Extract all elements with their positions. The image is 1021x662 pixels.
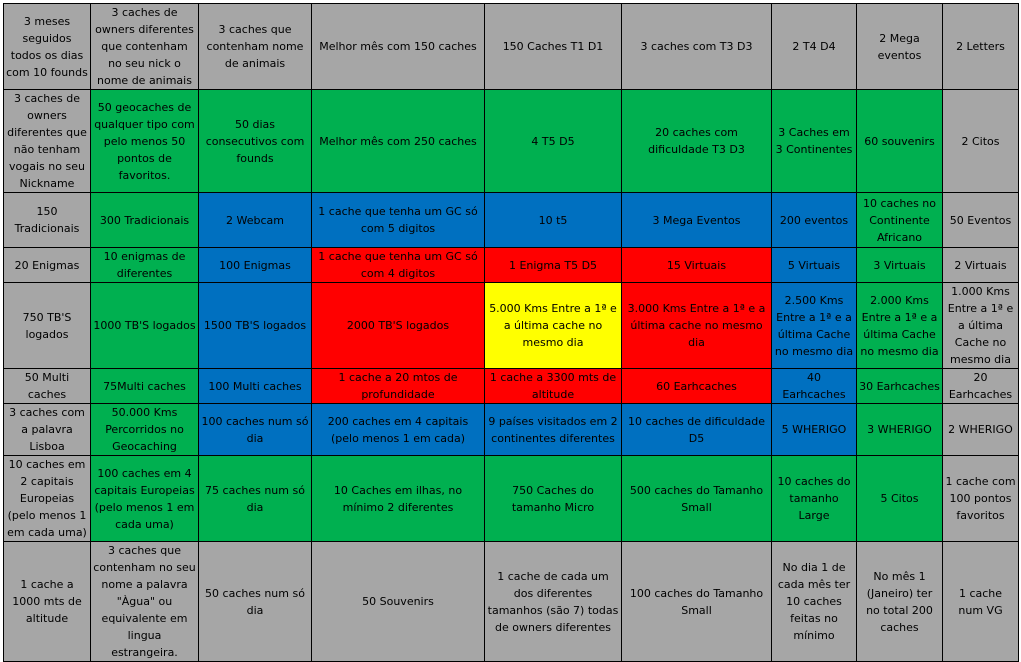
challenge-cell: 150 Tradicionais	[4, 193, 91, 248]
challenge-cell: 60 souvenirs	[857, 90, 943, 193]
challenge-cell: 1 cache de cada um dos diferentes tamanhos (são 7) todas de owners diferentes	[485, 542, 622, 662]
challenge-cell: 1 cache a 3300 mts de altitude	[485, 369, 622, 404]
challenge-grid	[3, 3, 1019, 662]
challenge-cell: 75Multi caches	[91, 369, 199, 404]
challenge-cell: 40 Earhcaches	[772, 369, 857, 404]
challenge-cell: 2 T4 D4	[772, 4, 857, 90]
challenge-cell: 10 enigmas de diferentes	[91, 248, 199, 283]
challenge-cell: 750 TB'S logados	[4, 283, 91, 369]
challenge-cell: 3 caches de owners diferentes que contenham no seu nick o nome de animais	[91, 4, 199, 90]
challenge-cell: 50 Eventos	[943, 193, 1019, 248]
challenge-cell: 100 Multi caches	[199, 369, 312, 404]
challenge-cell: 75 caches num só dia	[199, 456, 312, 542]
table-row	[4, 404, 1019, 456]
challenge-cell: 2000 TB'S logados	[312, 283, 485, 369]
challenge-cell: 50 caches num só dia	[199, 542, 312, 662]
challenge-cell: 2.500 Kms Entre a 1ª e a última Cache no mesmo dia	[772, 283, 857, 369]
challenge-cell: 15 Virtuais	[622, 248, 772, 283]
challenge-cell: 200 eventos	[772, 193, 857, 248]
challenge-cell: 1500 TB'S logados	[199, 283, 312, 369]
table-row	[4, 193, 1019, 248]
challenge-cell: 500 caches do Tamanho Small	[622, 456, 772, 542]
challenge-cell: 4 T5 D5	[485, 90, 622, 193]
challenge-cell: 2 Citos	[943, 90, 1019, 193]
challenge-cell: 2 WHERIGO	[943, 404, 1019, 456]
challenge-cell: 50 dias consecutivos com founds	[199, 90, 312, 193]
challenge-cell: 3 caches que contenham no seu nome a palavra "Àgua" ou equivalente em lingua estrangeira.	[91, 542, 199, 662]
challenge-cell: 750 Caches do tamanho Micro	[485, 456, 622, 542]
challenge-cell: 2 Webcam	[199, 193, 312, 248]
challenge-cell: Melhor mês com 150 caches	[312, 4, 485, 90]
challenge-cell: 2 Virtuais	[943, 248, 1019, 283]
challenge-cell: 50.000 Kms Percorridos no Geocaching	[91, 404, 199, 456]
table-row	[4, 542, 1019, 662]
challenge-cell: 1 cache num VG	[943, 542, 1019, 662]
challenge-cell: 20 Enigmas	[4, 248, 91, 283]
challenge-cell: 3 meses seguidos todos os dias com 10 founds	[4, 4, 91, 90]
challenge-cell: 5 Citos	[857, 456, 943, 542]
table-row	[4, 248, 1019, 283]
challenge-cell: 3 Mega Eventos	[622, 193, 772, 248]
challenge-cell: 150 Caches T1 D1	[485, 4, 622, 90]
challenge-cell: 60 Earhcaches	[622, 369, 772, 404]
challenge-cell: 3 caches de owners diferentes que não tenham vogais no seu Nickname	[4, 90, 91, 193]
challenge-cell: 10 t5	[485, 193, 622, 248]
challenge-cell: 1 cache que tenha um GC só com 5 digitos	[312, 193, 485, 248]
challenge-cell: 50 Multi caches	[4, 369, 91, 404]
challenge-cell: 10 caches de dificuldade D5	[622, 404, 772, 456]
challenge-cell: 1000 TB'S logados	[91, 283, 199, 369]
challenge-cell: 3 WHERIGO	[857, 404, 943, 456]
challenge-cell: 3 caches com T3 D3	[622, 4, 772, 90]
challenge-cell: 20 Earhcaches	[943, 369, 1019, 404]
challenge-cell: 30 Earhcaches	[857, 369, 943, 404]
table-row	[4, 456, 1019, 542]
challenge-cell: 20 caches com dificuldade T3 D3	[622, 90, 772, 193]
challenge-cell: 5 WHERIGO	[772, 404, 857, 456]
challenge-cell: 200 caches em 4 capitais (pelo menos 1 em cada)	[312, 404, 485, 456]
challenge-cell: 2 Mega eventos	[857, 4, 943, 90]
challenge-cell: 10 caches do tamanho Large	[772, 456, 857, 542]
challenge-cell: 5.000 Kms Entre a 1ª e a última cache no mesmo dia	[485, 283, 622, 369]
challenge-cell: 100 caches do Tamanho Small	[622, 542, 772, 662]
challenge-cell: 1 cache com 100 pontos favoritos	[943, 456, 1019, 542]
challenge-cell: 100 caches num só dia	[199, 404, 312, 456]
challenge-cell: 100 Enigmas	[199, 248, 312, 283]
challenge-cell: 3 caches com a palavra Lisboa	[4, 404, 91, 456]
challenge-cell: 3 Caches em 3 Continentes	[772, 90, 857, 193]
challenge-cell: 5 Virtuais	[772, 248, 857, 283]
challenge-cell: 3 caches que contenham nome de animais	[199, 4, 312, 90]
challenge-cell: 2.000 Kms Entre a 1ª e a última Cache no mesmo dia	[857, 283, 943, 369]
challenge-cell: 300 Tradicionais	[91, 193, 199, 248]
challenge-cell: 50 Souvenirs	[312, 542, 485, 662]
challenge-cell: 10 caches em 2 capitais Europeias (pelo menos 1 em cada uma)	[4, 456, 91, 542]
challenge-cell: 1 cache que tenha um GC só com 4 digitos	[312, 248, 485, 283]
challenge-cell: 3 Virtuais	[857, 248, 943, 283]
challenge-cell: No dia 1 de cada mês ter 10 caches feitas no mínimo	[772, 542, 857, 662]
challenge-cell: 1 cache a 20 mtos de profundidade	[312, 369, 485, 404]
table-row	[4, 283, 1019, 369]
challenge-cell: 100 caches em 4 capitais Europeias (pelo menos 1 em cada uma)	[91, 456, 199, 542]
challenge-cell: Melhor mês com 250 caches	[312, 90, 485, 193]
challenge-cell: 1 cache a 1000 mts de altitude	[4, 542, 91, 662]
table-row	[4, 90, 1019, 193]
grid-body	[4, 4, 1019, 662]
challenge-cell: 2 Letters	[943, 4, 1019, 90]
challenge-cell: 1 Enigma T5 D5	[485, 248, 622, 283]
challenge-cell: No mês 1 (Janeiro) ter no total 200 caches	[857, 542, 943, 662]
challenge-cell: 9 países visitados em 2 continentes diferentes	[485, 404, 622, 456]
challenge-cell: 3.000 Kms Entre a 1ª e a última cache no mesmo dia	[622, 283, 772, 369]
challenge-cell: 1.000 Kms Entre a 1ª e a última Cache no mesmo dia	[943, 283, 1019, 369]
challenge-cell: 10 caches no Continente Africano	[857, 193, 943, 248]
table-row	[4, 369, 1019, 404]
table-row	[4, 4, 1019, 90]
challenge-cell: 50 geocaches de qualquer tipo com pelo menos 50 pontos de favoritos.	[91, 90, 199, 193]
challenge-cell: 10 Caches em ilhas, no mínimo 2 diferentes	[312, 456, 485, 542]
